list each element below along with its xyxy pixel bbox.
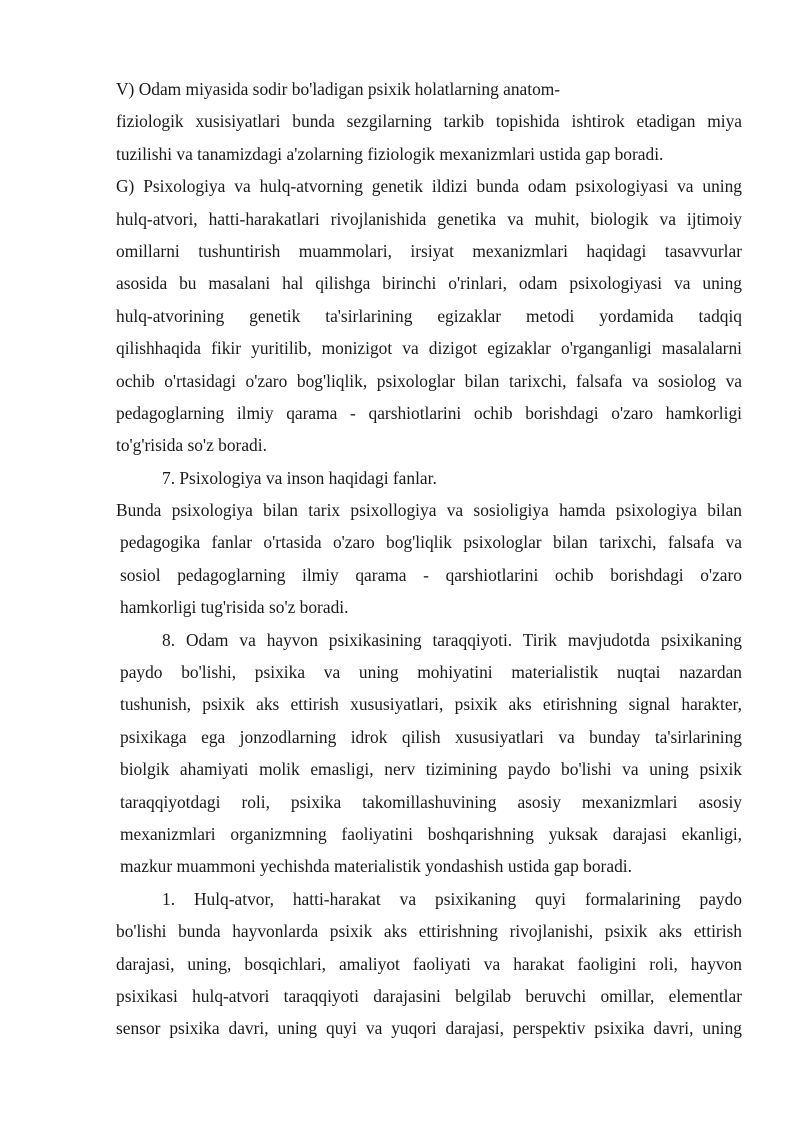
text-line: Bunda psixologiya bilan tarix psixollogiya va sosioligiya hamda psixologiya bilan xyxy=(116,500,742,521)
section-heading-7: 7. Psixologiya va inson haqidagi fanlar. xyxy=(162,467,437,488)
text-line: asosida bu masalani hal qilishga birinchi o'rinlari, odam psixologiyasi va uning xyxy=(116,273,742,294)
text-line: taraqqiyotdagi roli, psixika takomillashuvining asosiy mexanizmlari asosiy xyxy=(120,791,742,812)
text-line: tuzilishi va tanamizdagi a'zolarning fiziologik mexanizmlari ustida gap boradi. xyxy=(116,143,664,164)
text-line: 1. Hulq-atvor, hatti-harakat va psixikaning quyi formalarining paydo xyxy=(162,888,742,909)
text-line: darajasi, uning, bosqichlari, amaliyot faoliyati va harakat faoligini roli, hayvon xyxy=(116,953,742,974)
text-line: bo'lishi bunda hayvonlarda psixik aks ettirishning rivojlanishi, psixik aks ettirish xyxy=(116,921,742,942)
text-line: pedagoglarning ilmiy qarama - qarshiotlarini ochib borishdagi o'zaro hamkorligi xyxy=(116,402,742,423)
text-line: omillarni tushuntirish muammolari, irsiyat mexanizmlari haqidagi tasavvurlar xyxy=(116,240,742,261)
text-line: pedagogika fanlar o'rtasida o'zaro bog'liqlik psixologlar bilan tarixchi, falsafa va xyxy=(120,532,742,553)
text-line: hulq-atvori, hatti-harakatlari rivojlanishida genetika va muhit, biologik va ijtimoiy xyxy=(116,208,742,229)
paragraph-v xyxy=(116,73,742,170)
text-line: ochib o'rtasidagi o'zaro bog'liqlik, psixologlar bilan tarixchi, falsafa va sosiolog va xyxy=(116,370,742,391)
text-line: 8. Odam va hayvon psixikasining taraqqiyoti. Tirik mavjudotda psixikaning xyxy=(162,629,742,650)
text-line: mexanizmlari organizmning faoliyatini boshqarishning yuksak darajasi ekanligi, xyxy=(120,823,742,844)
text-line: qilishhaqida fikir yuritilib, monizigot va dizigot egizaklar o'rganganligi masalalarni xyxy=(116,338,742,359)
text-line: sosiol pedagoglarning ilmiy qarama - qarshiotlarini ochib borishdagi o'zaro xyxy=(120,564,742,585)
text-line: hulq-atvorining genetik ta'sirlarining egizaklar metodi yordamida tadqiq xyxy=(116,305,742,326)
paragraph-7 xyxy=(116,494,742,624)
text-line: mazkur muammoni yechishda materialistik yondashish ustida gap boradi. xyxy=(120,856,632,877)
text-line: biolgik ahamiyati molik emasligi, nerv tizimining paydo bo'lishi va uning psixik xyxy=(120,759,742,780)
text-line: to'g'risida so'z boradi. xyxy=(116,435,267,456)
text-line: psixikasi hulq-atvori taraqqiyoti darajasini belgilab beruvchi omillar, elementlar xyxy=(116,985,742,1006)
text-line: hamkorligi tug'risida so'z boradi. xyxy=(120,597,349,618)
paragraph-8 xyxy=(116,624,742,883)
text-line: G) Psixologiya va hulq-atvorning genetik ildizi bunda odam psixologiyasi va uning xyxy=(116,176,742,197)
text-line: psixikaga ega jonzodlarning idrok qilish xususiyatlari va bunday ta'sirlarining xyxy=(120,726,742,747)
text-line: V) Odam miyasida sodir bo'ladigan psixik holatlarning anatom- xyxy=(116,79,561,99)
text-line: paydo bo'lishi, psixika va uning mohiyatini materialistik nuqtai nazardan xyxy=(120,662,742,683)
text-line: fiziologik xusisiyatlari bunda sezgilarning tarkib topishida ishtirok etadigan miya xyxy=(116,111,742,132)
paragraph-1 xyxy=(116,883,742,1045)
paragraph-g xyxy=(116,170,742,462)
text-line: tushunish, psixik aks ettirish xususiyatlari, psixik aks etirishning signal harakter, xyxy=(120,694,742,715)
text-line: sensor psixika davri, uning quyi va yuqori darajasi, perspektiv psixika davri, uning xyxy=(116,1018,742,1039)
